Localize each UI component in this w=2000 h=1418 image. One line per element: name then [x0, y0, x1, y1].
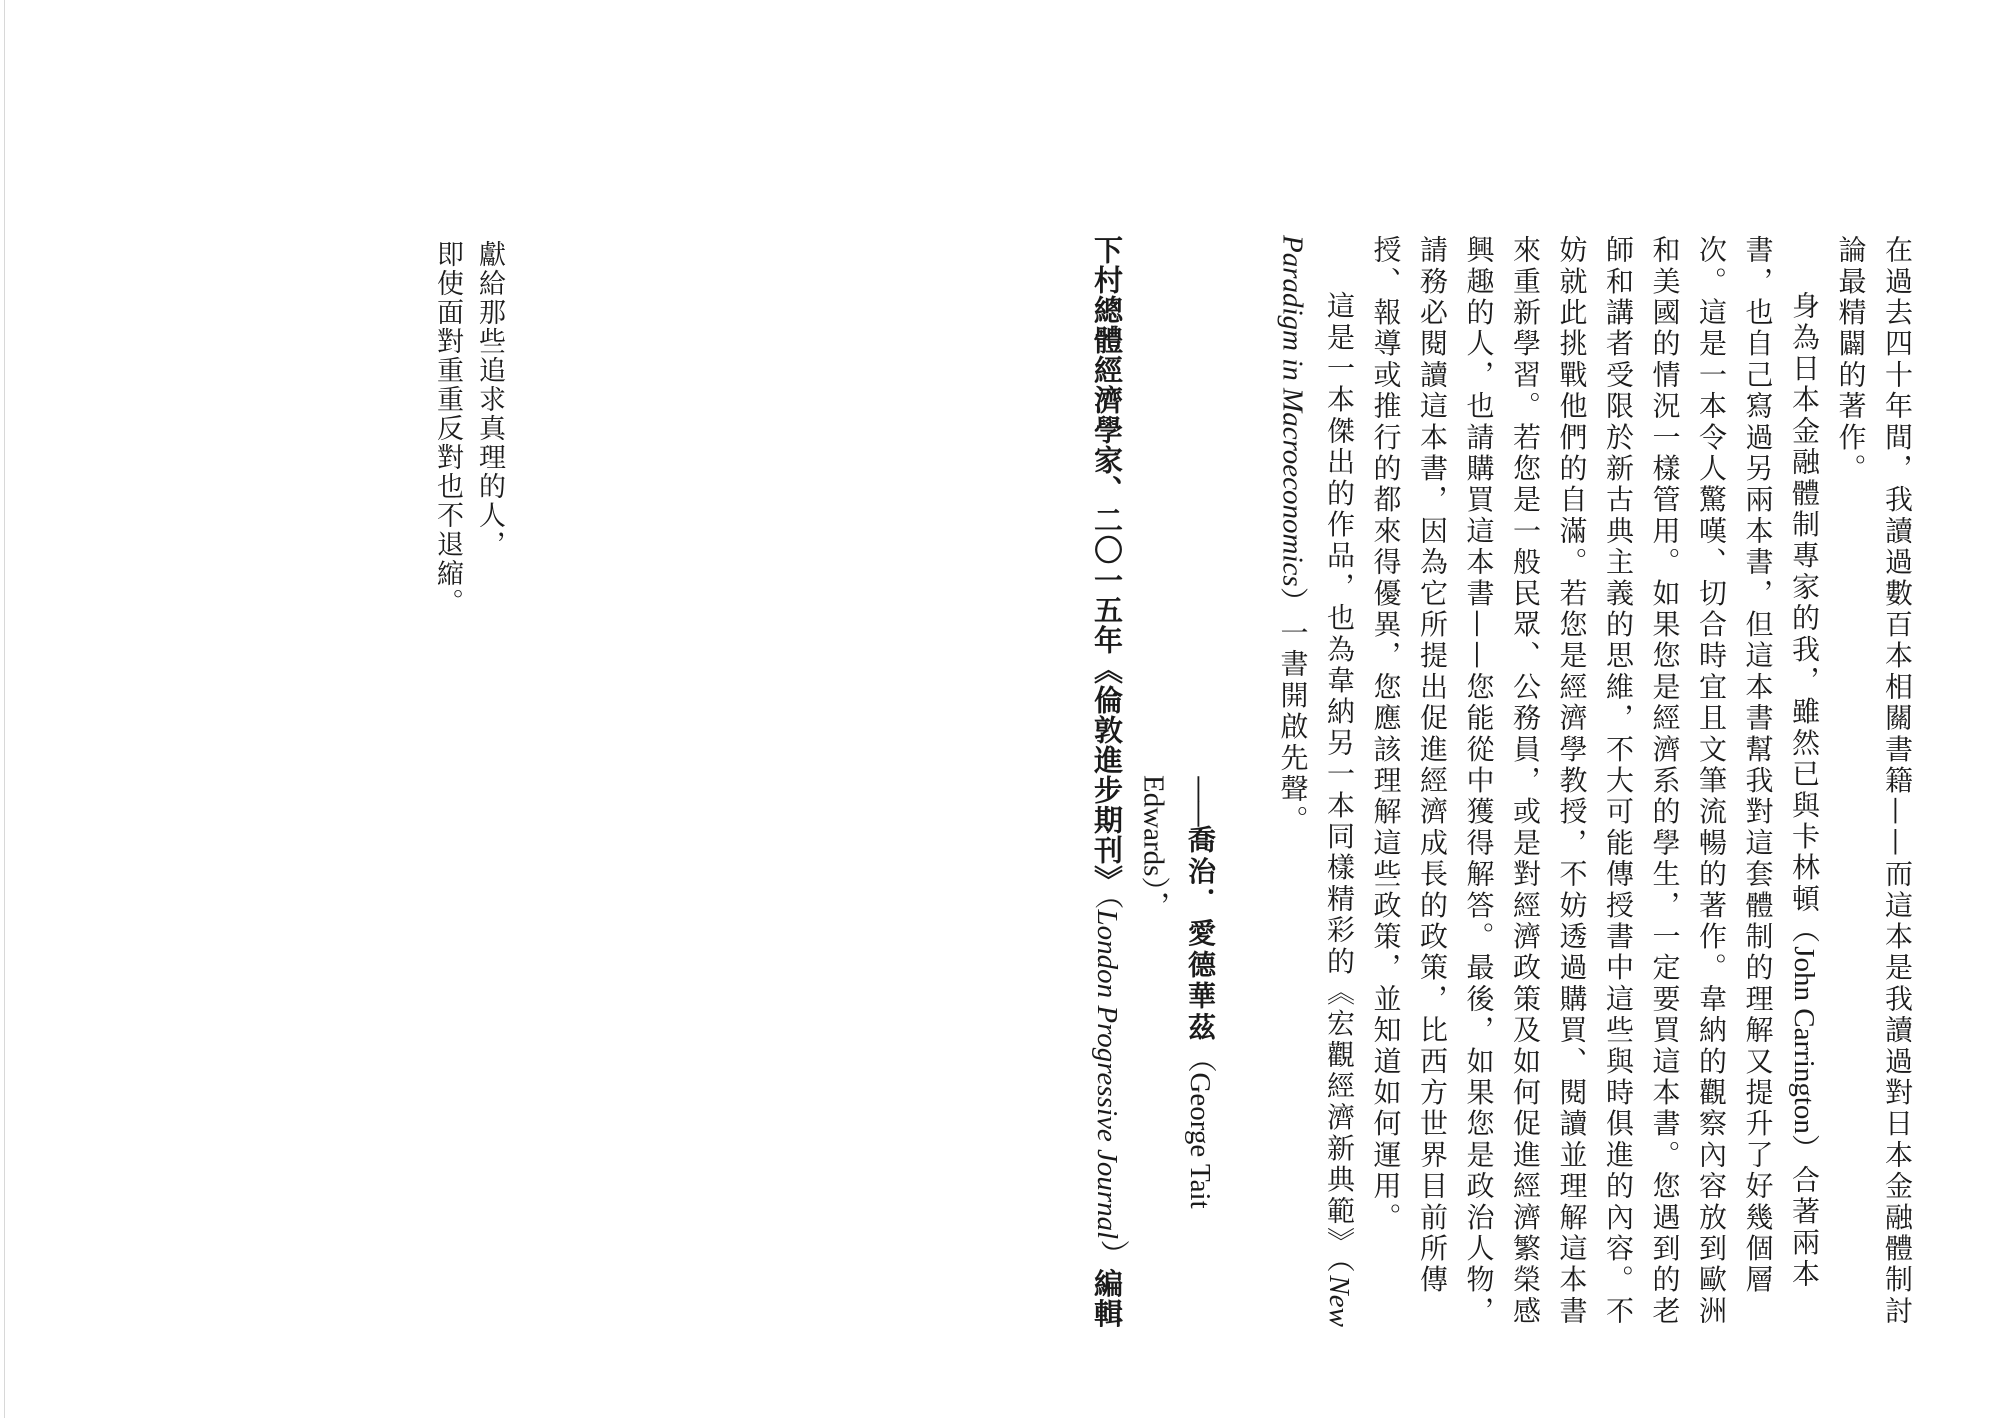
paragraph-3-segment-1: 這是一本傑出的作品，也為韋納另一本同樣精彩的《宏觀經濟新典範》（	[1323, 291, 1356, 1276]
signature-byline	[1084, 235, 1131, 1345]
signature	[1130, 235, 1223, 1345]
signature-latin-name: （George Tait Edwards），	[1137, 775, 1216, 1209]
foreword-paragraph-2	[1362, 235, 1827, 1345]
dedication-line-2: 即使面對重重反對也不退縮。	[432, 240, 463, 617]
dedication	[430, 240, 510, 840]
byline-prefix: 下村總體經濟學家、二〇一五年《倫敦進步期刊》	[1090, 235, 1124, 895]
byline-suffix: 編輯	[1090, 1268, 1124, 1329]
page-edge-line	[4, 0, 5, 1418]
signature-dash: ——	[1184, 775, 1217, 825]
paragraph-3-segment-3: ）一書開啟先聲。	[1276, 586, 1310, 837]
foreword-paragraph-3	[1269, 235, 1362, 1345]
paragraph-1-segment-1: 在過去四十年間，我讀過數百本相關書籍——而這本是我讀過對日本金融體制討論最精闢的著作。	[1834, 235, 1914, 1327]
paragraph-2-segment-2: John Carrington	[1788, 946, 1820, 1134]
byline-journal-latin: London Progressive Journal	[1091, 909, 1123, 1240]
paragraph-2-segment-1: 身為日本金融體制專家的我，雖然已與卡林頓（	[1788, 291, 1821, 947]
dedication-line-1: 獻給那些追求真理的人，	[474, 240, 505, 559]
paragraph-3-segment-2: New Paradigm in Macroeconomics	[1276, 235, 1355, 1327]
byline-latin-close: ）	[1091, 1239, 1123, 1269]
paragraph-2-segment-3: ）合著兩本書，也自己寫過另兩本書，但這本書幫我對這套體制的理解又提升了好幾個層次。這是一本令人驚嘆、切合時宜且文筆流暢的著作。韋納的觀察內容放到歐洲和美國的情況一樣管用。如果您是經濟系的學生，一定要買這本書。您遇到的老師和講者受限於新古典主義的思維，不大可能傳授書中這些與時俱進的內容。不妨就此挑戰他們的自滿。若您是經濟學教授，不妨透過購買、閱讀並理解這本書來重新學習。若您是一般民眾、公務員，或是對經濟政策及如何促進經濟繁榮感興趣的人，也請購買這本書——您能從中獲得解答。最後，如果您是政治人物，請務必閱讀這本書，因為它所提出促進經濟成長的政策，比西方世界目前所傳授、報導或推行的都來得優異，您應該理解這些政策，並知道如何運用。	[1369, 235, 1821, 1327]
foreword	[1090, 235, 1920, 1345]
foreword-paragraph-1	[1827, 235, 1920, 1345]
byline-latin-open: （	[1091, 895, 1123, 910]
signature-name: 喬治．愛德華茲	[1184, 825, 1217, 1044]
